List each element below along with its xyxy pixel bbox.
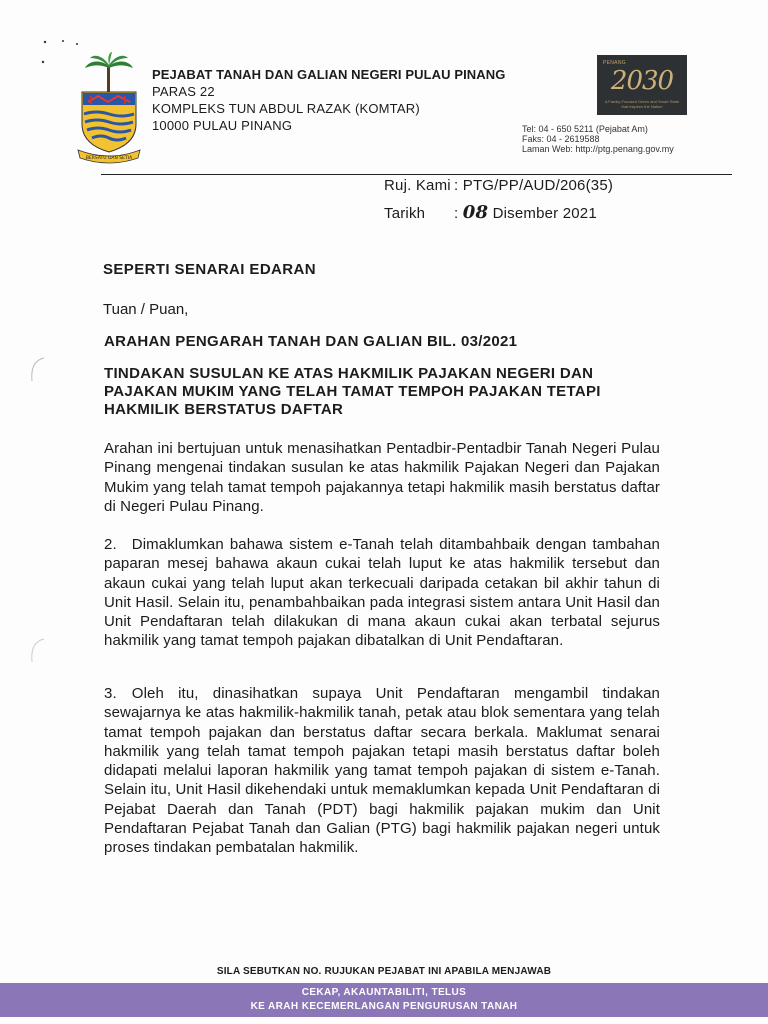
svg-text:BERSATU DAN SETIA: BERSATU DAN SETIA bbox=[85, 156, 133, 161]
date-month-year: Disember 2021 bbox=[492, 205, 597, 222]
ref-value: : PTG/PP/AUD/206(35) bbox=[454, 177, 614, 194]
penang-crest-icon bbox=[76, 52, 142, 164]
penang-2030-logo bbox=[597, 55, 687, 115]
footer-motto-band bbox=[0, 983, 768, 1017]
salutation: Tuan / Puan, bbox=[103, 301, 189, 318]
letter-date bbox=[384, 202, 597, 223]
letterhead-address bbox=[152, 66, 505, 134]
logo-year: 2030 bbox=[610, 66, 674, 96]
logo-small-text: PENANG bbox=[603, 60, 626, 66]
web-line: Laman Web: http://ptg.penang.gov.my bbox=[522, 144, 674, 154]
letterhead-divider bbox=[101, 174, 732, 175]
fax-line: Faks: 04 - 2619588 bbox=[522, 134, 600, 144]
address-line-2: KOMPLEKS TUN ABDUL RAZAK (KOMTAR) bbox=[152, 101, 420, 116]
date-colon: : bbox=[454, 205, 459, 222]
ref-label: Ruj. Kami bbox=[384, 177, 451, 194]
punch-hole-mark bbox=[28, 636, 48, 666]
paragraph-2: 2. Dimaklumkan bahawa sistem e-Tanah telah ditambahbaik dengan tambahan paparan mesej bahawa akaun cukai telah luput ke atas hakmilik tersebut dan akaun cukai yang telah luput akan terkecuali daripada cetakan bil akhir tahun di Unit Hasil. Selain itu, penambahbaikan pada integrasi sistem antara Unit Hasil dan Unit Pendaftaran telah dilakukan di mana akaun cukai akan terbatal sejurus hakmilik yang tamat tempoh pajakan dibatalkan di Unit Pendaftaran. bbox=[104, 536, 660, 650]
paragraph-3: 3. Oleh itu, dinasihatkan supaya Unit Pendaftaran mengambil tindakan sewajarnya ke atas hakmilik-hakmilik tanah, petak atau blok sementara yang telah tamat tempoh pajakan dan berstatus daftar secara berkala. Maklumat senarai hakmilik yang telah tamat tempoh pajakan tetapi masih berstatus daftar boleh didapati melalui laporan hakmilik yang tamat tempoh pajakan di sistem e-Tanah. Selain itu, Unit Hasil dikehendaki untuk memaklumkan kepada Unit Pendaftaran di Pejabat Daerah dan Tanah (PDT) bagi hakmilik pajakan mukim dan Unit Pendaftaran Pejabat Tanah dan Galian (PTG) bagi hakmilik pajakan negeri untuk proses tindakan pembatalan hakmilik. bbox=[104, 685, 660, 857]
address-line-3: 10000 PULAU PINANG bbox=[152, 118, 293, 133]
date-label: Tarikh bbox=[384, 205, 426, 222]
paragraph-1: Arahan ini bertujuan untuk menasihatkan Pentadbir-Pentadbir Tanah Negeri Pulau Pinang mengenai tindakan susulan ke atas hakmilik Pajakan Negeri dan Pajakan Mukim yang telah tamat tempoh pajakannya tetapi hakmilik masih berstatus daftar di Negeri Pulau Pinang. bbox=[104, 440, 660, 515]
logo-tagline: A Family-Focused Green and Smart State that inspires the Nation bbox=[604, 99, 680, 109]
punch-hole-mark bbox=[28, 355, 48, 385]
recipient-line: SEPERTI SENARAI EDARAN bbox=[103, 261, 316, 278]
footer-reference-note: SILA SEBUTKAN NO. RUJUKAN PEJABAT INI APABILA MENJAWAB bbox=[216, 966, 552, 977]
contact-details bbox=[522, 124, 674, 154]
directive-heading: ARAHAN PENGARAH TANAH DAN GALIAN BIL. 03/2021 bbox=[104, 333, 518, 350]
footer-motto-line-2: KE ARAH KECEMERLANGAN PENGURUSAN TANAH bbox=[250, 1001, 518, 1012]
org-name: PEJABAT TANAH DAN GALIAN NEGERI PULAU PINANG bbox=[152, 67, 506, 82]
reference-number bbox=[384, 177, 613, 194]
footer-motto-line-1: CEKAP, AKAUNTABILITI, TELUS bbox=[301, 987, 467, 998]
address-line-1: PARAS 22 bbox=[152, 84, 215, 99]
subject-heading: TINDAKAN SUSULAN KE ATAS HAKMILIK PAJAKAN NEGERI DAN PAJAKAN MUKIM YANG TELAH TAMAT TEMPOH PAJAKAN TETAPI HAKMILIK BERSTATUS DAFTAR bbox=[104, 365, 601, 418]
date-day-handwritten: 08 bbox=[462, 202, 489, 223]
phone-line: Tel: 04 - 650 5211 (Pejabat Am) bbox=[522, 124, 648, 134]
